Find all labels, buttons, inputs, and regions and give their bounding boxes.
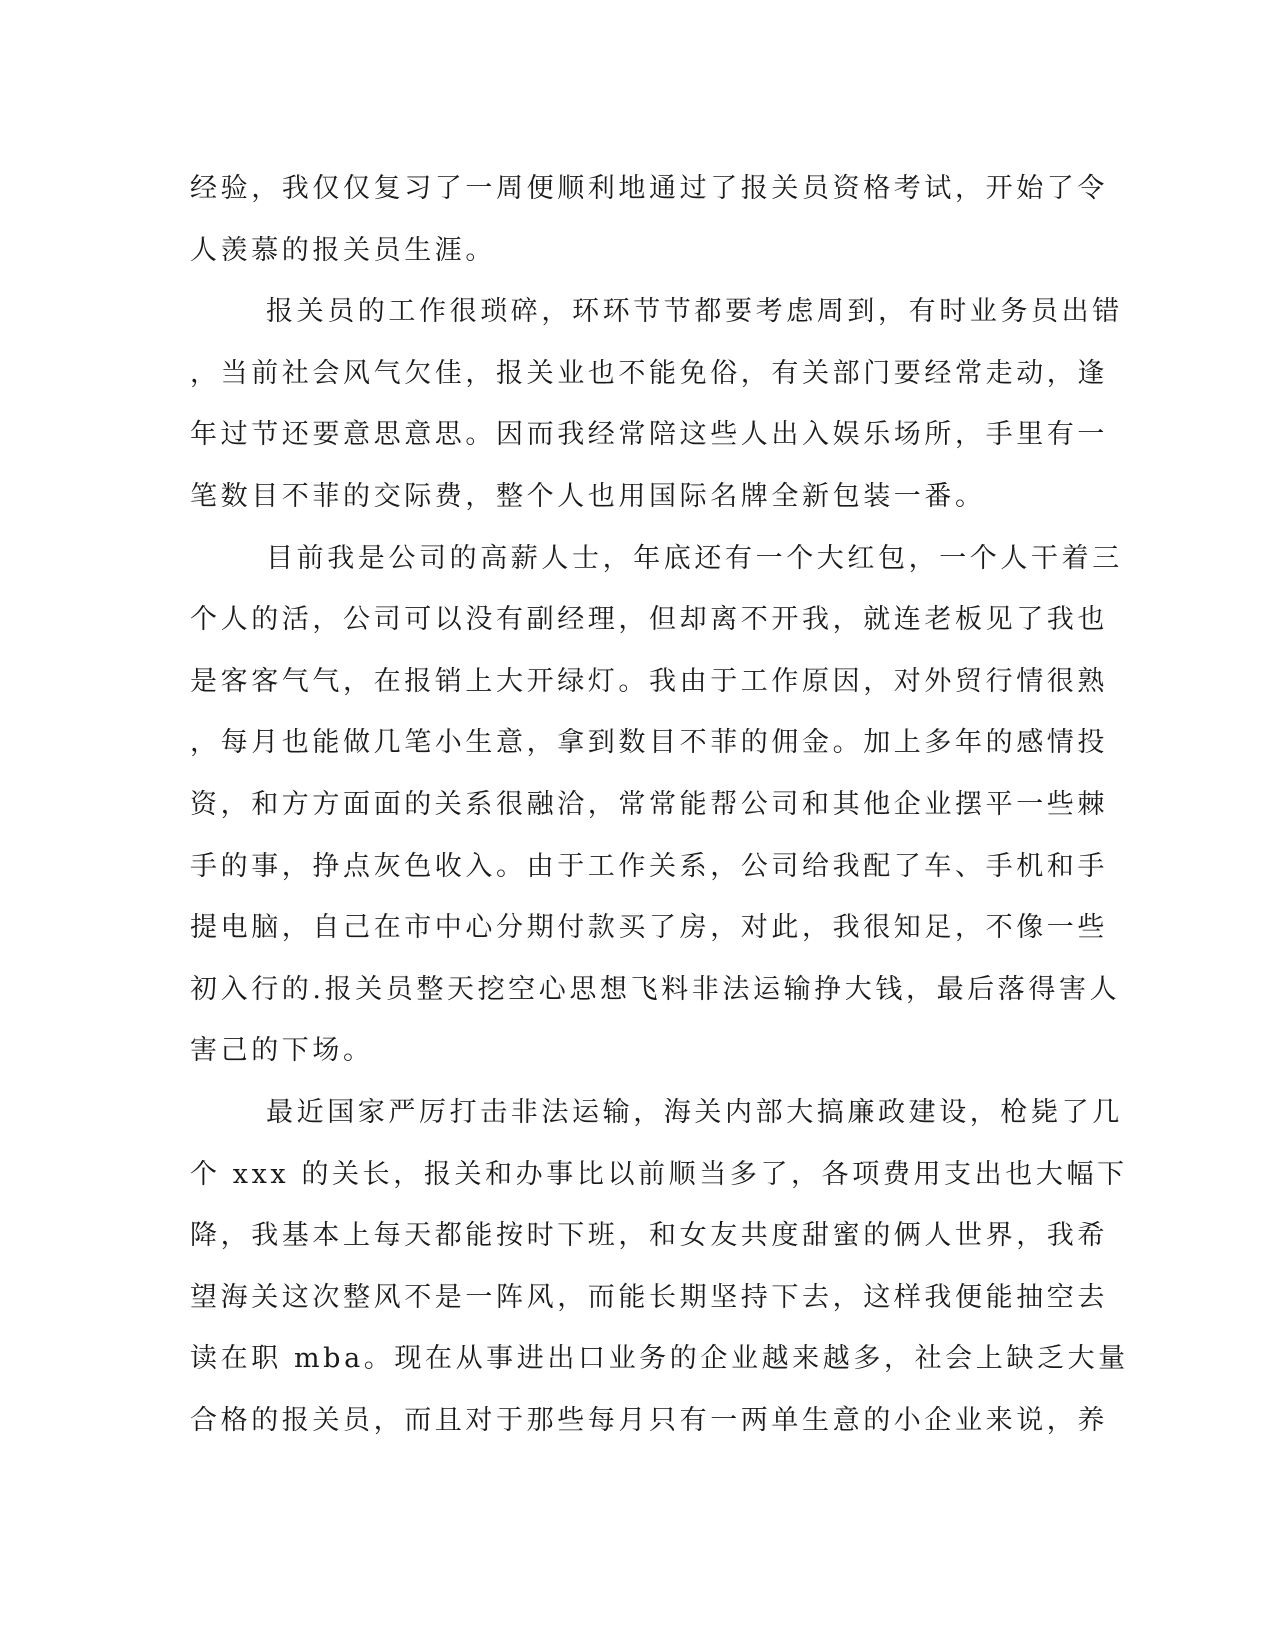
text-line-14: 初入行的.报关员整天挖空心思想飞料非法运输挣大钱，最后落得害人: [190, 973, 1121, 1005]
text-line-1: 经验，我仅仅复习了一周便顺利地通过了报关员资格考试，开始了令: [190, 173, 1108, 204]
text-line-3: 报关员的工作很琐碎，环环节节都要考虑周到，有时业务员出错: [266, 296, 1123, 328]
text-line-10: ，每月也能做几笔小生意，拿到数目不菲的佣金。加上多年的感情投: [190, 727, 1108, 759]
text-line-4: ，当前社会风气欠佳，报关业也不能免俗，有关部门要经常走动，逢: [190, 357, 1108, 389]
text-line-5: 年过节还要意思意思。因而我经常陪这些人出入娱乐场所，手里有一: [190, 419, 1108, 451]
text-line-12: 手的事，挣点灰色收入。由于工作关系，公司给我配了车、手机和手: [190, 850, 1108, 882]
text-line-11: 资，和方方面面的关系很融洽，常常能帮公司和其他企业摆平一些棘: [190, 788, 1108, 820]
text-line-18: 降，我基本上每天都能按时下班，和女友共度甜蜜的俩人世界，我希: [190, 1220, 1108, 1252]
text-line-13: 提电脑，自己在市中心分期付款买了房，对此，我很知足，不像一些: [190, 912, 1108, 944]
text-line-16: 最近国家严厉打击非法运输，海关内部大搞廉政建设，枪毙了几: [266, 1096, 1123, 1128]
text-line-20: 读在职 mba。现在从事进出口业务的企业越来越多，社会上缺乏大量: [190, 1343, 1129, 1375]
text-line-7: 目前我是公司的高薪人士，年底还有一个大红包，一个人干着三: [266, 542, 1123, 574]
text-line-15: 害己的下场。: [190, 1035, 374, 1067]
text-line-19: 望海关这次整风不是一阵风，而能长期坚持下去，这样我便能抽空去: [190, 1281, 1108, 1313]
body-text: [190, 158, 1129, 1451]
text-line-6: 笔数目不菲的交际费，整个人也用国际名牌全新包装一番。: [190, 480, 986, 512]
text-line-9: 是客客气气，在报销上大开绿灯。我由于工作原因，对外贸行情很熟: [190, 665, 1108, 697]
text-line-2: 人羡慕的报关员生涯。: [190, 234, 496, 266]
text-line-8: 个人的活，公司可以没有副经理，但却离不开我，就连老板见了我也: [190, 604, 1108, 636]
text-line-21: 合格的报关员，而且对于那些每月只有一两单生意的小企业来说，养: [190, 1404, 1108, 1436]
text-line-17: 个 xxx 的关长，报关和办事比以前顺当多了，各项费用支出也大幅下: [190, 1158, 1128, 1190]
